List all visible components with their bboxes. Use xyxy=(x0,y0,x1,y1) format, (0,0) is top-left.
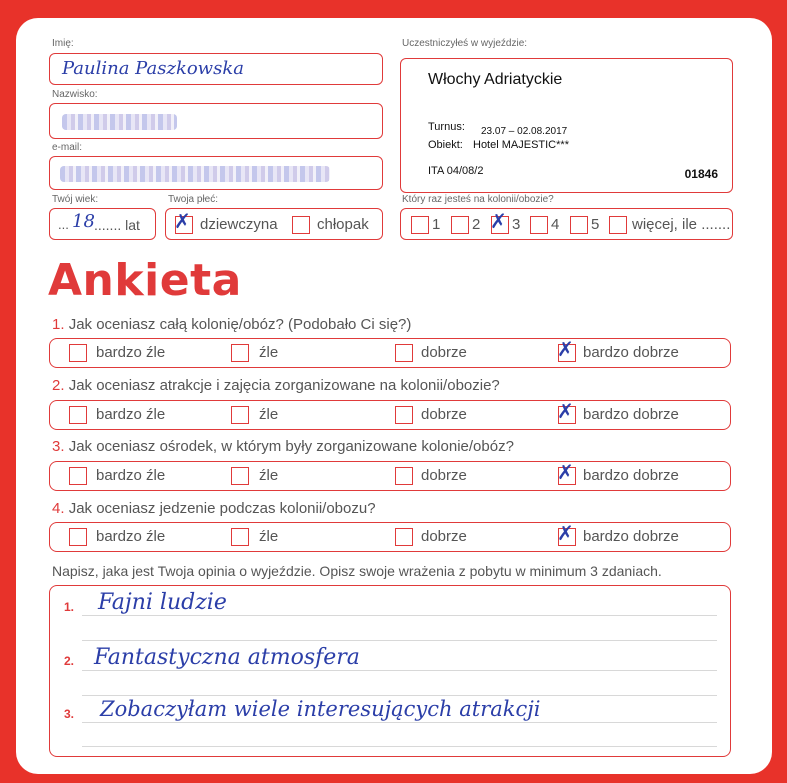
check-mark-icon: ✗ xyxy=(557,521,574,545)
times-2-label: 2 xyxy=(472,216,481,233)
times-1-checkbox[interactable] xyxy=(411,216,429,234)
q3-very-bad-label: bardzo źle xyxy=(96,467,166,484)
gender-male-checkbox[interactable] xyxy=(292,216,310,234)
q1-bad-checkbox[interactable] xyxy=(231,344,249,362)
check-mark-icon: ✗ xyxy=(174,209,191,233)
opinion-rule xyxy=(82,640,717,641)
opinion-num-2: 2. xyxy=(64,654,75,668)
times-4-label: 4 xyxy=(551,216,560,233)
times-1-label: 1 xyxy=(432,216,441,233)
gender-female-checkbox[interactable] xyxy=(174,209,193,234)
times-more-checkbox[interactable] xyxy=(609,216,627,234)
q4-good-label: dobrze xyxy=(421,528,467,545)
age-value: 18 xyxy=(72,211,95,232)
q3-bad-label: źle xyxy=(259,467,279,484)
trip-label: Uczestniczyłeś w wyjeździe: xyxy=(402,38,528,49)
email-field[interactable] xyxy=(49,156,383,190)
q4-bad-label: źle xyxy=(259,528,279,545)
name-field[interactable] xyxy=(49,53,383,85)
opinion-num-1: 1. xyxy=(64,600,75,614)
turnus-value: 23.07 – 02.08.2017 xyxy=(481,126,568,137)
answer-row-1 xyxy=(49,338,731,368)
q2-very-good-checkbox[interactable] xyxy=(557,399,576,424)
question-2: 2. Jak oceniasz atrakcje i zajęcia zorganizowane na kolonii/obozie? xyxy=(52,377,500,394)
q3-very-good-label: bardzo dobrze xyxy=(583,467,679,484)
q1-very-bad-checkbox[interactable] xyxy=(69,344,87,362)
gender-field xyxy=(165,208,383,240)
age-field[interactable] xyxy=(49,208,156,240)
q4-very-good-label: bardzo dobrze xyxy=(583,528,679,545)
times-5-checkbox[interactable] xyxy=(570,216,588,234)
surname-field[interactable] xyxy=(49,103,383,139)
q2-very-bad-label: bardzo źle xyxy=(96,406,166,423)
times-5-label: 5 xyxy=(591,216,600,233)
times-2-checkbox[interactable] xyxy=(451,216,469,234)
obiekt-value: Hotel MAJESTIC*** xyxy=(473,139,569,151)
q3-good-checkbox[interactable] xyxy=(395,467,413,485)
name-value: Paulina Paszkowska xyxy=(62,58,244,79)
question-4: 4. Jak oceniasz jedzenie podczas kolonii/obozu? xyxy=(52,500,376,517)
opinion-text-2: Fantastyczna atmosfera xyxy=(94,645,360,670)
turnus-label: Turnus: xyxy=(428,121,465,133)
opinion-rule xyxy=(82,615,717,616)
q2-good-checkbox[interactable] xyxy=(395,406,413,424)
q2-bad-checkbox[interactable] xyxy=(231,406,249,424)
opinion-rule xyxy=(82,695,717,696)
opinion-prompt: Napisz, jaka jest Twoja opinia o wyjeździe. Opisz swoje wrażenia z pobytu w minimum 3 zdaniach. xyxy=(52,563,662,579)
surname-redacted xyxy=(62,114,177,130)
name-label: Imię: xyxy=(52,38,74,49)
q1-very-good-checkbox[interactable] xyxy=(557,337,576,362)
age-label: Twój wiek: xyxy=(52,194,99,205)
opinion-rule xyxy=(82,722,717,723)
q1-bad-label: źle xyxy=(259,344,279,361)
q2-very-bad-checkbox[interactable] xyxy=(69,406,87,424)
q2-very-good-label: bardzo dobrze xyxy=(583,406,679,423)
q4-very-good-checkbox[interactable] xyxy=(557,521,576,546)
age-prefix: ... xyxy=(58,217,69,232)
gender-label: Twoja płeć: xyxy=(168,194,219,205)
q1-very-bad-label: bardzo źle xyxy=(96,344,166,361)
times-3-label: 3 xyxy=(512,216,521,233)
trip-stamp xyxy=(400,58,733,193)
opinion-num-3: 3. xyxy=(64,707,75,721)
q4-bad-checkbox[interactable] xyxy=(231,528,249,546)
q3-very-good-checkbox[interactable] xyxy=(557,460,576,485)
times-field xyxy=(400,208,733,240)
opinion-text-1: Fajni ludzie xyxy=(98,590,227,615)
q3-very-bad-checkbox[interactable] xyxy=(69,467,87,485)
question-3: 3. Jak oceniasz ośrodek, w którym były zorganizowane kolonie/obóz? xyxy=(52,438,514,455)
q4-very-bad-label: bardzo źle xyxy=(96,528,166,545)
check-mark-icon: ✗ xyxy=(557,460,574,484)
survey-title: Ankieta xyxy=(48,255,242,306)
email-redacted xyxy=(60,166,330,182)
q4-very-bad-checkbox[interactable] xyxy=(69,528,87,546)
check-mark-icon: ✗ xyxy=(490,209,507,233)
age-suffix: ....... lat xyxy=(94,217,140,233)
times-4-checkbox[interactable] xyxy=(530,216,548,234)
answer-row-4 xyxy=(49,522,731,552)
opinion-rule xyxy=(82,670,717,671)
trip-code: ITA 04/08/2 xyxy=(428,165,484,177)
check-mark-icon: ✗ xyxy=(557,337,574,361)
question-1: 1. Jak oceniasz całą kolonię/obóz? (Podobało Ci się?) xyxy=(52,316,412,333)
times-more-label: więcej, ile ....... xyxy=(632,216,731,233)
answer-row-3 xyxy=(49,461,731,491)
q4-good-checkbox[interactable] xyxy=(395,528,413,546)
obiekt-label: Obiekt: xyxy=(428,139,463,151)
times-label: Który raz jesteś na kolonii/obozie? xyxy=(402,194,554,205)
answer-row-2 xyxy=(49,400,731,430)
gender-female-label: dziewczyna xyxy=(200,216,278,233)
opinion-text-3: Zobaczyłam wiele interesujących atrakcji xyxy=(100,697,541,721)
q1-good-checkbox[interactable] xyxy=(395,344,413,362)
q1-very-good-label: bardzo dobrze xyxy=(583,344,679,361)
q1-good-label: dobrze xyxy=(421,344,467,361)
check-mark-icon: ✗ xyxy=(557,399,574,423)
surname-label: Nazwisko: xyxy=(52,89,98,100)
trip-destination: Włochy Adriatyckie xyxy=(428,71,563,88)
q2-bad-label: źle xyxy=(259,406,279,423)
opinion-rule xyxy=(82,746,717,747)
email-label: e-mail: xyxy=(52,142,83,153)
trip-number: 01846 xyxy=(684,167,718,181)
q2-good-label: dobrze xyxy=(421,406,467,423)
gender-male-label: chłopak xyxy=(317,216,369,233)
times-3-checkbox[interactable] xyxy=(490,209,509,234)
q3-good-label: dobrze xyxy=(421,467,467,484)
q3-bad-checkbox[interactable] xyxy=(231,467,249,485)
